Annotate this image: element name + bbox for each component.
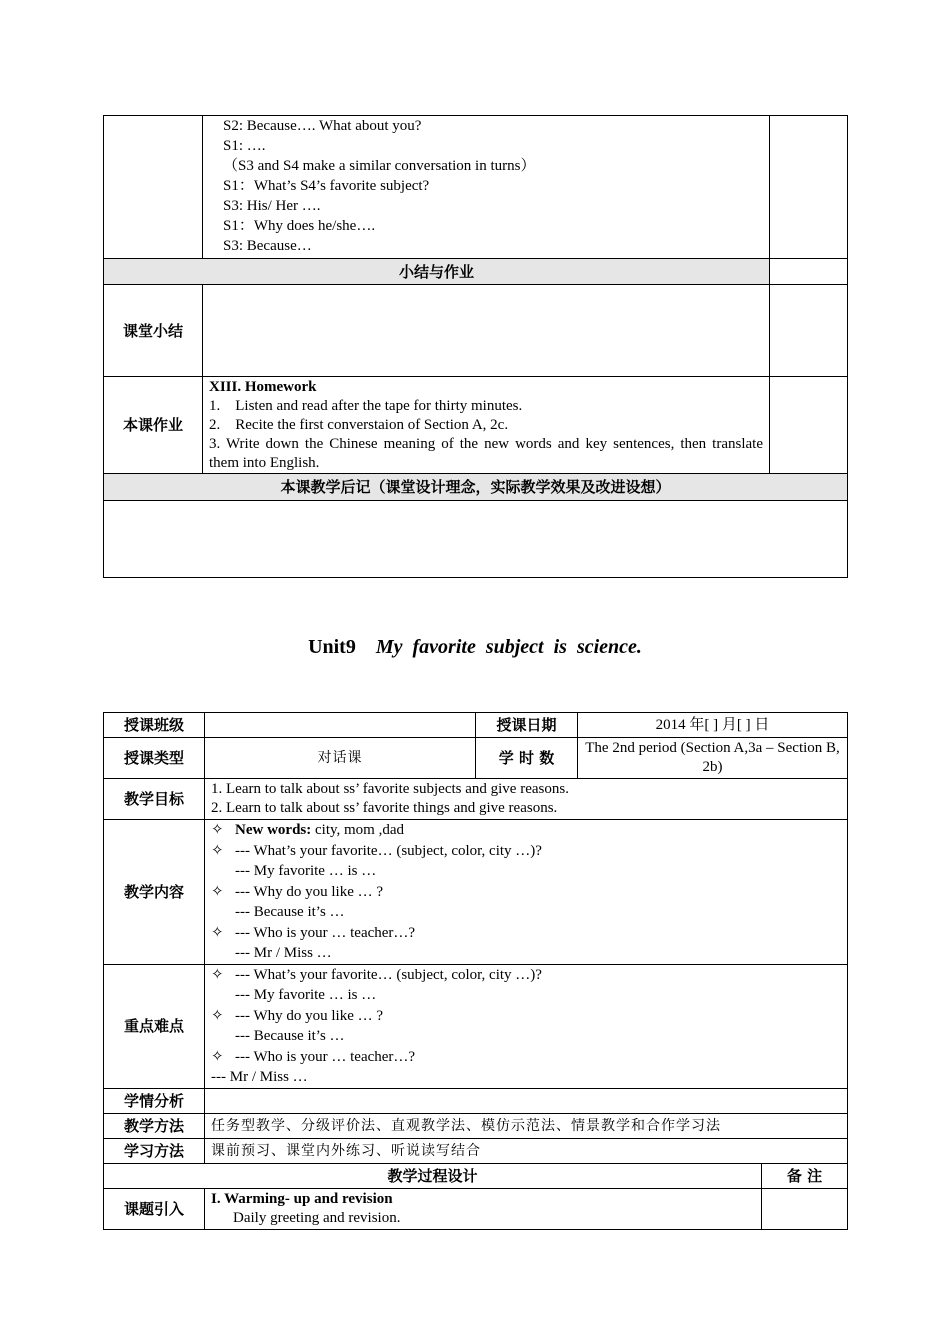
intro-title: I. Warming- up and revision	[211, 1190, 393, 1207]
analysis-value	[205, 1088, 848, 1113]
notes-cell	[770, 116, 848, 259]
process-header: 教学过程设计	[104, 1163, 762, 1188]
dialogue-line: S1：What’s S4’s favorite subject?	[223, 178, 430, 194]
homework-title: XIII. Homework	[209, 379, 317, 395]
analysis-label: 学情分析	[104, 1088, 205, 1113]
classroom-summary-content	[203, 285, 770, 377]
unit-title	[0, 636, 950, 659]
class-label: 授课班级	[104, 713, 205, 738]
type-value: 对话课	[205, 738, 476, 779]
diamond-bullet-icon: ✧	[211, 1007, 224, 1024]
key-points-cell	[205, 964, 848, 1088]
diamond-bullet-icon: ✧	[211, 966, 224, 983]
reflection-header: 本课教学后记（课堂设计理念，实际教学效果及改进设想）	[104, 474, 848, 501]
notes-cell	[770, 285, 848, 377]
key-text: --- What’s your favorite… (subject, color, city …)?	[235, 966, 542, 983]
homework-item: 3. Write down the Chinese meaning of the new words and key sentences, then translate them into English.	[209, 436, 763, 471]
key-line	[211, 1047, 841, 1068]
dialogue-line: S1: ….	[223, 138, 266, 154]
key-line: --- Mr / Miss …	[211, 1069, 308, 1085]
top-lesson-table	[103, 115, 848, 578]
homework-item: 2. Recite the first converstaion of Section A, 2c.	[209, 417, 509, 433]
content-line: --- My favorite … is …	[235, 863, 377, 879]
dialogue-line: S2: Because…. What about you?	[223, 118, 422, 134]
goal-item: 2. Learn to talk about ss’ favorite things and give reasons.	[211, 800, 558, 816]
content-text: --- What’s your favorite… (subject, color, city …)?	[235, 842, 542, 859]
content-cell	[205, 820, 848, 965]
dialogue-line: （S3 and S4 make a similar conversation in turns）	[223, 158, 536, 174]
content-line: --- Because it’s …	[235, 904, 345, 920]
hours-value: The 2nd period (Section A,3a – Section B, 2b)	[578, 738, 848, 779]
diamond-bullet-icon: ✧	[211, 842, 224, 859]
method-value: 任务型教学、分级评价法、直观教学法、模仿示范法、情景教学和合作学习法	[205, 1113, 848, 1138]
learning-label: 学习方法	[104, 1138, 205, 1163]
content-line	[211, 820, 841, 841]
new-words-label: New words:	[235, 822, 312, 838]
dialogue-line: S1：Why does he/she….	[223, 218, 376, 234]
diamond-bullet-icon: ✧	[211, 924, 224, 941]
unit-subtitle: My favorite subject is science.	[375, 636, 642, 658]
unit-number: Unit9	[308, 636, 356, 658]
diamond-bullet-icon: ✧	[211, 883, 224, 900]
method-label: 教学方法	[104, 1113, 205, 1138]
content-line	[211, 923, 841, 944]
notes-header: 备 注	[762, 1163, 848, 1188]
lesson-plan-table	[103, 712, 848, 1230]
intro-text: Daily greeting and revision.	[233, 1209, 401, 1226]
learning-value: 课前预习、课堂内外练习、听说读写结合	[205, 1138, 848, 1163]
diamond-bullet-icon: ✧	[211, 1048, 224, 1065]
diamond-bullet-icon: ✧	[211, 822, 224, 838]
date-value: 2014 年[ ] 月[ ] 日	[578, 713, 848, 738]
key-text: --- Why do you like … ?	[235, 1007, 384, 1024]
intro-label: 课题引入	[104, 1188, 205, 1229]
new-words-value: city, mom ,dad	[311, 822, 405, 838]
key-line	[211, 965, 841, 986]
key-line: --- Because it’s …	[235, 1028, 345, 1044]
intro-notes	[762, 1188, 848, 1229]
goals-cell	[205, 779, 848, 820]
notes-cell	[770, 377, 848, 474]
goal-item: 1. Learn to talk about ss’ favorite subjects and give reasons.	[211, 781, 569, 797]
content-line	[211, 841, 841, 862]
reflection-content	[104, 501, 848, 578]
content-line: --- Mr / Miss …	[235, 945, 332, 961]
key-text: --- Who is your … teacher…?	[235, 1048, 416, 1065]
key-points-label: 重点难点	[104, 964, 205, 1088]
key-line: --- My favorite … is …	[235, 987, 377, 1003]
summary-header: 小结与作业	[104, 259, 770, 285]
class-value	[205, 713, 476, 738]
type-label: 授课类型	[104, 738, 205, 779]
hours-label: 学 时 数	[476, 738, 578, 779]
homework-item: 1. Listen and read after the tape for thirty minutes.	[209, 398, 523, 414]
content-line	[211, 882, 841, 903]
intro-cell	[205, 1188, 762, 1229]
dialogue-cell	[203, 116, 770, 259]
dialogue-line: S3: His/ Her ….	[223, 198, 321, 214]
content-text: --- Why do you like … ?	[235, 883, 384, 900]
notes-cell	[770, 259, 848, 285]
homework-cell	[203, 377, 770, 474]
key-line	[211, 1006, 841, 1027]
blank-label-cell	[104, 116, 203, 259]
homework-label: 本课作业	[104, 377, 203, 474]
content-text: --- Who is your … teacher…?	[235, 924, 416, 941]
content-label: 教学内容	[104, 820, 205, 965]
goals-label: 教学目标	[104, 779, 205, 820]
classroom-summary-label: 课堂小结	[104, 285, 203, 377]
dialogue-line: S3: Because…	[223, 238, 312, 254]
date-label: 授课日期	[476, 713, 578, 738]
